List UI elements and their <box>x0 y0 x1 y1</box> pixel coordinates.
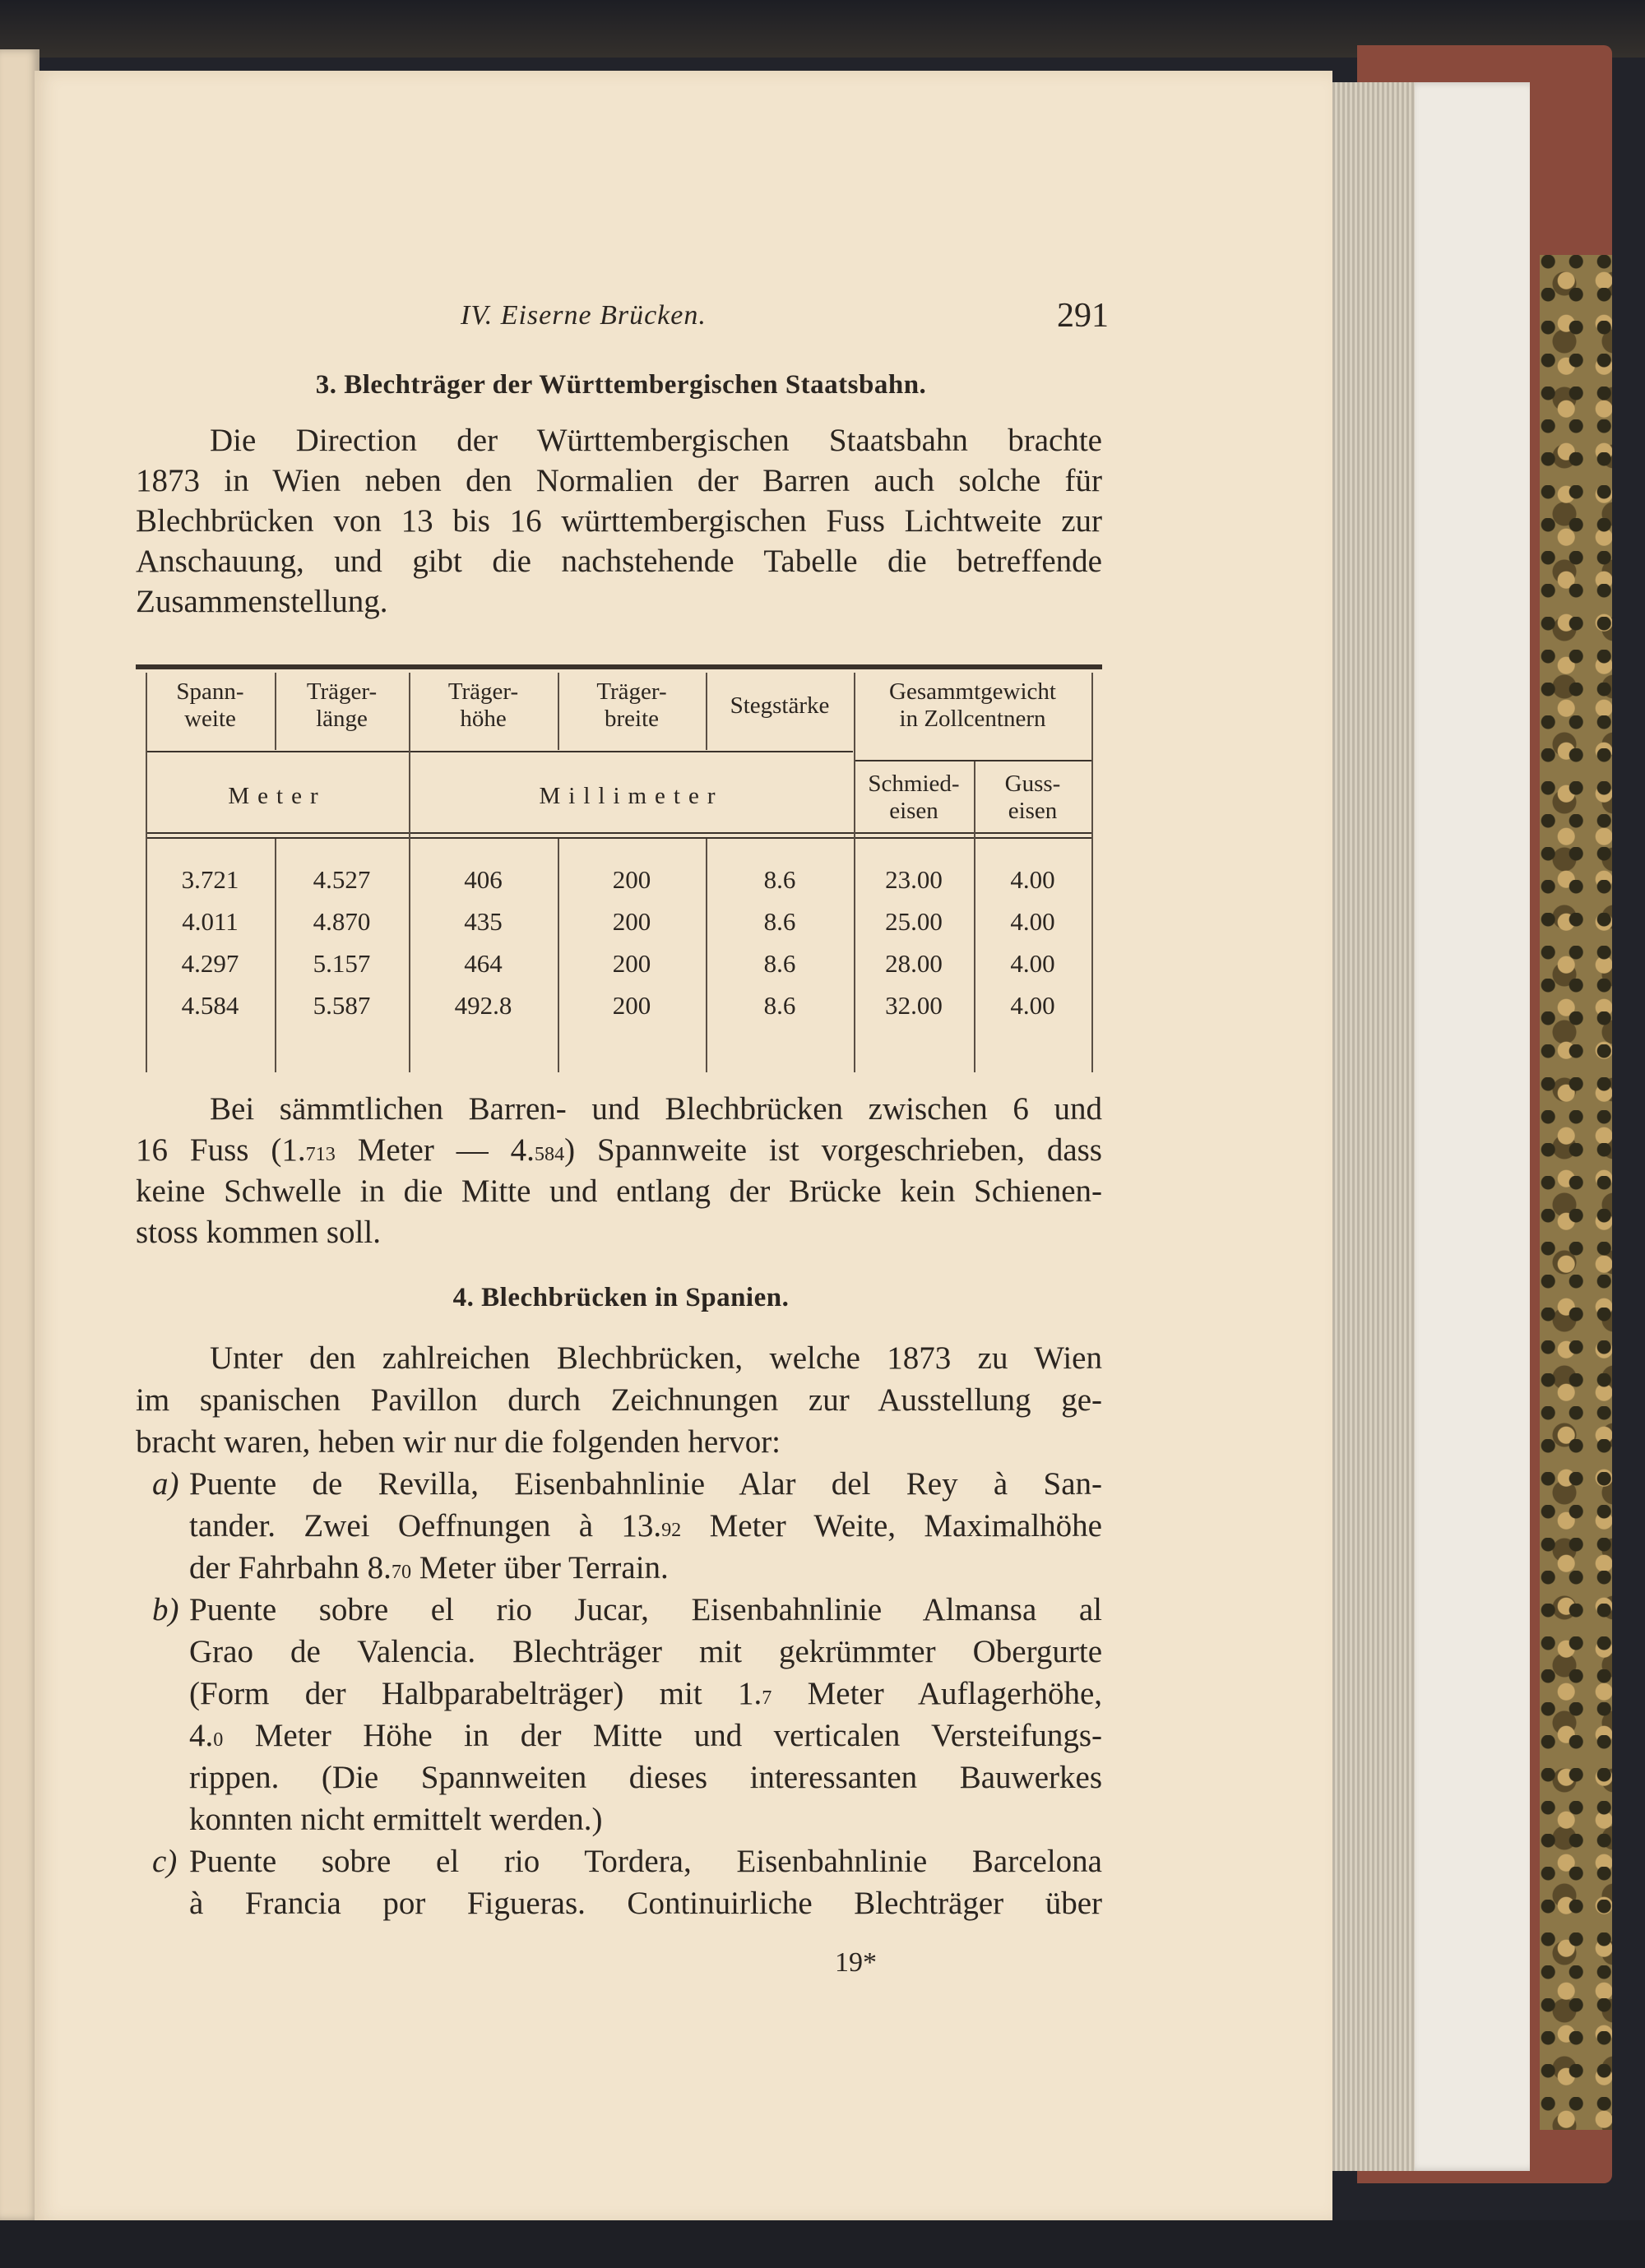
column-header: Spann- weite <box>176 678 244 732</box>
list-marker: a) <box>152 1466 179 1502</box>
table-cell: 200 <box>612 907 651 936</box>
table-cell: 492.8 <box>454 991 512 1020</box>
sub-header: Schmied- eisen <box>868 771 960 824</box>
list-item-line: rippen. (Die Spannweiten dieses interessanten Bauwerkes <box>189 1760 1102 1795</box>
table-cell: 4.584 <box>181 991 239 1020</box>
table-cell: 5.587 <box>313 991 371 1020</box>
text-line: Anschauung, und gibt die nachstehende Tabelle die betreffende <box>136 544 1102 579</box>
text-line: 16 Fuss (1.713 Meter — 4.584) Spannweite ist vorgeschrieben, dass <box>136 1132 1102 1168</box>
text-line: 1873 in Wien neben den Normalien der Barren auch solche für <box>136 463 1102 498</box>
table-cell: 4.297 <box>181 949 239 978</box>
text-line: Unter den zahlreichen Blechbrücken, welche 1873 zu Wien <box>210 1340 1102 1376</box>
text-line: Die Direction der Württembergischen Staatsbahn brachte <box>210 423 1102 458</box>
table-cell: 4.527 <box>313 865 371 894</box>
text-line: Zusammenstellung. <box>136 584 388 619</box>
table-cell: 25.00 <box>885 907 943 936</box>
table-cell: 28.00 <box>885 949 943 978</box>
text-line: keine Schwelle in die Mitte und entlang der Brücke kein Schienen- <box>136 1173 1102 1209</box>
table-cell: 8.6 <box>763 865 796 894</box>
list-item-line: à Francia por Figueras. Continuirliche Blechträger über <box>189 1886 1102 1921</box>
table-cell: 32.00 <box>885 991 943 1020</box>
list-item-line: tander. Zwei Oeffnungen à 13.92 Meter Weite, Maximalhöhe <box>189 1508 1102 1544</box>
table-cell: 435 <box>464 907 503 936</box>
table-cell: 8.6 <box>763 907 796 936</box>
left-page-edge <box>0 49 39 2220</box>
list-item-line: Grao de Valencia. Blechträger mit gekrümmter Obergurte <box>189 1634 1102 1669</box>
table-cell: 8.6 <box>763 991 796 1020</box>
text-line: bracht waren, heben wir nur die folgenden hervor: <box>136 1424 781 1460</box>
list-item-line: Puente sobre el rio Tordera, Eisenbahnlinie Barcelona <box>189 1844 1102 1879</box>
sub-header: Guss- eisen <box>1004 771 1061 824</box>
text-line: stoss kommen soll. <box>136 1215 381 1250</box>
list-marker: b) <box>152 1592 179 1627</box>
column-header: Stegstärke <box>730 692 830 719</box>
table-cell: 8.6 <box>763 949 796 978</box>
table-cell: 200 <box>612 949 651 978</box>
signature-mark: 19* <box>835 1947 877 1978</box>
table-cell: 4.00 <box>1010 949 1055 978</box>
list-item-line: Puente sobre el rio Jucar, Eisenbahnlinie Almansa al <box>189 1592 1102 1627</box>
unit-meter-label: Meter <box>228 783 327 809</box>
column-header: Gesammtgewicht in Zollcentnern <box>889 678 1056 732</box>
column-header: Träger- breite <box>596 678 667 732</box>
scan-background-bottom <box>0 2220 1645 2268</box>
table-cell: 5.157 <box>313 949 371 978</box>
list-item-line: konnten nicht ermittelt werden.) <box>189 1802 603 1837</box>
table-cell: 464 <box>464 949 503 978</box>
section-3-heading: 3. Blechträger der Württembergischen Staatsbahn. <box>315 370 927 400</box>
running-head: IV. Eiserne Brücken. <box>461 300 707 331</box>
column-header: Träger- länge <box>306 678 378 732</box>
list-item-line: Puente de Revilla, Eisenbahnlinie Alar del Rey à San- <box>189 1466 1102 1502</box>
column-header: Träger- höhe <box>447 678 519 732</box>
text-line: Blechbrücken von 13 bis 16 württembergischen Fuss Lichtweite zur <box>136 503 1102 539</box>
table-cell: 4.00 <box>1010 991 1055 1020</box>
table-cell: 4.00 <box>1010 907 1055 936</box>
table-cell: 200 <box>612 991 651 1020</box>
list-item-line: der Fahrbahn 8.70 Meter über Terrain. <box>189 1550 669 1585</box>
table-cell: 4.870 <box>313 907 371 936</box>
page-number: 291 <box>1057 297 1109 335</box>
text-line: im spanischen Pavillon durch Zeichnungen zur Ausstellung ge- <box>136 1382 1102 1418</box>
table-cell: 406 <box>464 865 503 894</box>
list-item-line: 4.0 Meter Höhe in der Mitte und verticalen Versteifungs- <box>189 1718 1102 1753</box>
table-cell: 4.011 <box>182 907 239 936</box>
list-item-line: (Form der Halbparabelträger) mit 1.7 Meter Auflagerhöhe, <box>189 1676 1102 1711</box>
marbled-edge <box>1540 255 1612 2130</box>
text-line: Bei sämmtlichen Barren- und Blechbrücken zwischen 6 und <box>210 1091 1102 1127</box>
table-cell: 200 <box>612 865 651 894</box>
table-cell: 3.721 <box>181 865 239 894</box>
table-cell: 4.00 <box>1010 865 1055 894</box>
table-cell: 23.00 <box>885 865 943 894</box>
list-marker: c) <box>152 1844 178 1879</box>
section-4-heading: 4. Blechbrücken in Spanien. <box>452 1283 790 1312</box>
unit-millimeter-label: Millimeter <box>539 783 724 809</box>
back-page <box>1406 82 1530 2171</box>
